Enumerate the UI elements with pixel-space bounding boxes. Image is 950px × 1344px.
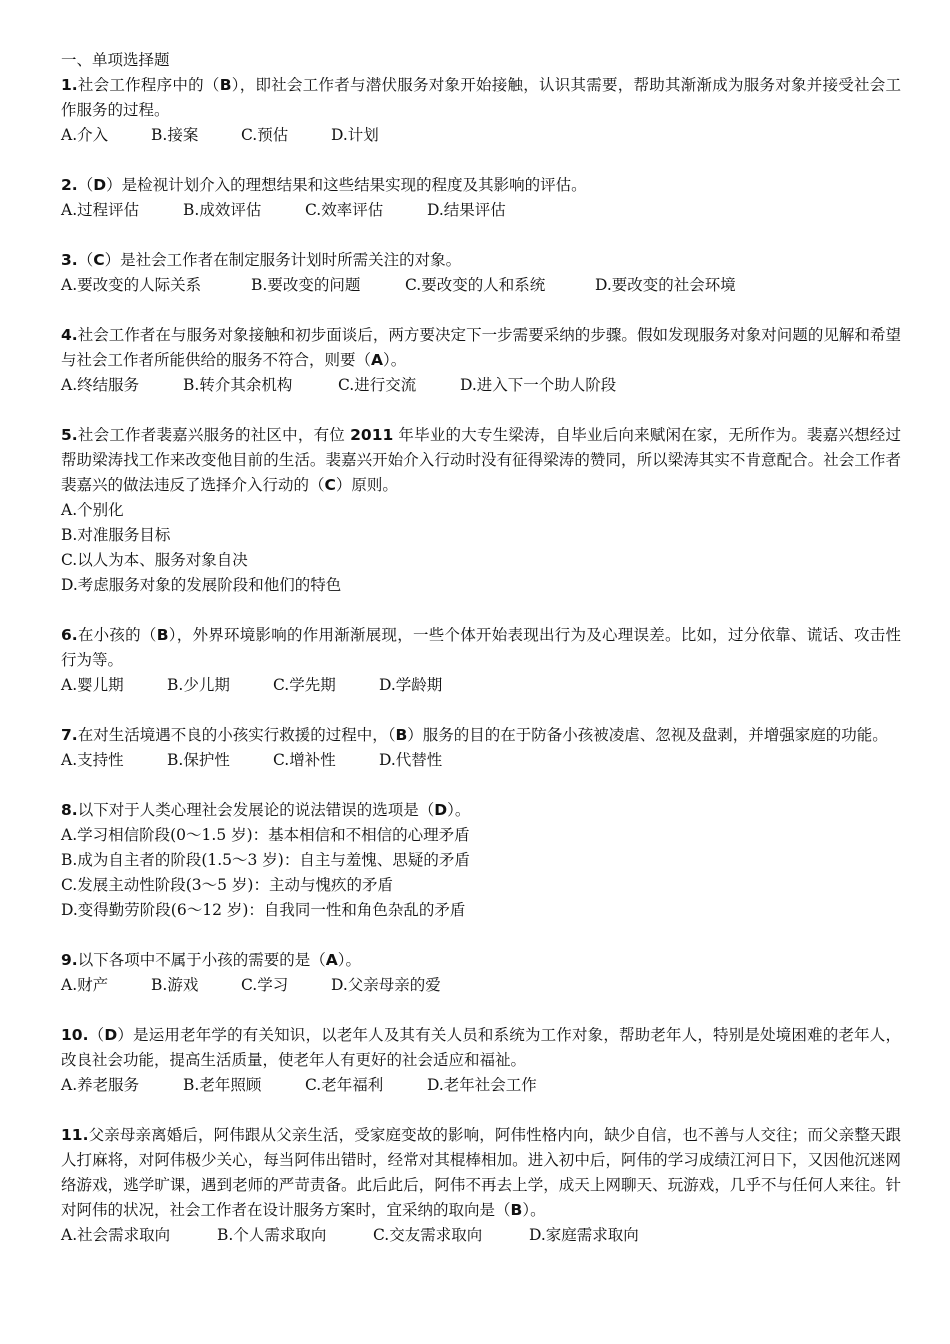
question-number: 10.: [61, 1026, 89, 1044]
option-a: A.终结服务: [61, 376, 140, 394]
answer-letter: B: [510, 1201, 523, 1219]
question-8: [61, 798, 901, 923]
question-5: [61, 423, 901, 598]
question-number: 1.: [61, 76, 78, 94]
option-d: D.结果评估: [427, 201, 506, 219]
option-a: A.财产: [61, 976, 109, 994]
option-b: B.老年照顾: [183, 1076, 262, 1094]
question-number: 4.: [61, 326, 78, 344]
question-stem: 2.（D）是检视计划介入的理想结果和这些结果实现的程度及其影响的评估。: [61, 176, 587, 194]
question-number: 2.: [61, 176, 78, 194]
option-d: D.家庭需求取向: [529, 1226, 639, 1244]
option-a: A.介入: [61, 126, 109, 144]
question-number: 11.: [61, 1126, 89, 1144]
option-d: D.计划: [331, 126, 379, 144]
option-c: C.老年福利: [305, 1076, 384, 1094]
answer-letter: D: [104, 1026, 118, 1044]
option-c: C.进行交流: [338, 376, 417, 394]
option-c: C.学先期: [273, 676, 336, 694]
question-stem: 4.社会工作者在与服务对象接触和初步面谈后，两方要决定下一步需要采纳的步骤。假如发现服务对象对问题的见解和希望与社会工作者所能供给的服务不符合，则要（A）。: [61, 326, 901, 369]
answer-letter: B: [395, 726, 408, 744]
option-b: B.成为自主者的阶段(1.5～3 岁)：自主与羞愧、思疑的矛盾: [61, 851, 470, 869]
question-9: [61, 948, 901, 998]
question-stem: 3.（C）是社会工作者在制定服务计划时所需关注的对象。: [61, 251, 462, 269]
answer-letter: C: [324, 476, 336, 494]
option-d: D.学龄期: [379, 676, 443, 694]
question-11: [61, 1123, 901, 1248]
question-number: 6.: [61, 626, 78, 644]
option-a: A.个别化: [61, 501, 124, 519]
option-d: D.进入下一个助人阶段: [460, 376, 617, 394]
option-d: D.要改变的社会环境: [595, 276, 736, 294]
question-1: [61, 73, 901, 148]
question-3: [61, 248, 901, 298]
question-number: 3.: [61, 251, 78, 269]
question-number: 8.: [61, 801, 78, 819]
answer-letter: D: [93, 176, 107, 194]
year-value: 2011: [350, 426, 394, 444]
option-d: D.父亲母亲的爱: [331, 976, 441, 994]
question-2: [61, 173, 901, 223]
question-stem: 7.在对生活境遇不良的小孩实行救援的过程中，（B）服务的目的在于防备小孩被凌虐、忽视及盘剥，并增强家庭的功能。: [61, 726, 888, 744]
answer-letter: C: [93, 251, 105, 269]
option-b: B.少儿期: [167, 676, 230, 694]
question-number: 7.: [61, 726, 78, 744]
answer-letter: A: [371, 351, 384, 369]
question-number: 9.: [61, 951, 78, 969]
option-a: A.养老服务: [61, 1076, 140, 1094]
question-4: [61, 323, 901, 398]
option-c: C.要改变的人和系统: [405, 276, 546, 294]
option-c: C.学习: [241, 976, 289, 994]
question-7: [61, 723, 901, 773]
option-b: B.保护性: [167, 751, 230, 769]
option-c: C.交友需求取向: [373, 1226, 483, 1244]
option-d: D.代替性: [379, 751, 443, 769]
option-c: C.效率评估: [305, 201, 384, 219]
document-page: [61, 48, 901, 1248]
question-6: [61, 623, 901, 698]
answer-letter: A: [325, 951, 338, 969]
options-row: [61, 1223, 901, 1248]
answer-letter: B: [156, 626, 169, 644]
option-a: A.婴儿期: [61, 676, 124, 694]
question-number: 5.: [61, 426, 78, 444]
options-row: [61, 973, 901, 998]
option-a: A.社会需求取向: [61, 1226, 171, 1244]
question-stem: 5.社会工作者裴嘉兴服务的社区中，有位 2011 年毕业的大专生梁涛，自毕业后向来赋闲在家，无所作为。裴嘉兴想经过帮助梁涛找工作来改变他目前的生活。裴嘉兴开始介入行动时没有征得梁涛的赞同，所以梁涛其实不肯意配合。社会工作者裴嘉兴的做法违反了选择介入行动的（C）原则。: [61, 426, 901, 494]
option-d: D.老年社会工作: [427, 1076, 537, 1094]
option-b: B.转介其余机构: [183, 376, 293, 394]
option-b: B.游戏: [151, 976, 199, 994]
option-a: A.支持性: [61, 751, 124, 769]
option-a: A.过程评估: [61, 201, 140, 219]
question-stem: 9.以下各项中不属于小孩的需要的是（A）。: [61, 951, 361, 969]
options-row: [61, 673, 901, 698]
option-a: A.要改变的人际关系: [61, 276, 202, 294]
option-b: B.对准服务目标: [61, 526, 171, 544]
option-d: D.变得勤劳阶段(6～12 岁)：自我同一性和角色杂乱的矛盾: [61, 901, 466, 919]
question-stem: 6.在小孩的（B），外界环境影响的作用渐渐展现，一些个体开始表现出行为及心理误差。比如，过分依靠、谎话、攻击性行为等。: [61, 626, 901, 669]
question-stem: 11.父亲母亲离婚后，阿伟跟从父亲生活，受家庭变故的影响，阿伟性格内向，缺少自信，也不善与人交往；而父亲整天跟人打麻将，对阿伟极少关心，每当阿伟出错时，经常对其棍棒相加。进入初中后，阿伟的学习成绩江河日下，又因他沉迷网络游戏，逃学旷课，遇到老师的严苛责备。此后此后，阿伟不再去上学，成天上网聊天、玩游戏，几乎不与任何人来往。针对阿伟的状况，社会工作者在设计服务方案时，宜采纳的取向是（B）。: [61, 1126, 901, 1219]
option-c: C.发展主动性阶段(3～5 岁)：主动与愧疚的矛盾: [61, 876, 393, 894]
question-stem: 8.以下对于人类心理社会发展论的说法错误的选项是（D）。: [61, 801, 471, 819]
options-row: [61, 748, 901, 773]
question-10: [61, 1023, 901, 1098]
answer-letter: D: [434, 801, 448, 819]
options-row: [61, 198, 901, 223]
section-title: 一、单项选择题: [61, 51, 170, 69]
option-b: B.成效评估: [183, 201, 262, 219]
option-c: C.增补性: [273, 751, 336, 769]
options-row: [61, 123, 901, 148]
option-b: B.个人需求取向: [217, 1226, 327, 1244]
option-d: D.考虑服务对象的发展阶段和他们的特色: [61, 576, 342, 594]
question-stem: 1.社会工作程序中的（B），即社会工作者与潜伏服务对象开始接触，认识其需要，帮助其渐渐成为服务对象并接受社会工作服务的过程。: [61, 76, 901, 119]
options-row: [61, 1073, 901, 1098]
options-row: [61, 373, 901, 398]
answer-letter: B: [219, 76, 232, 94]
option-b: B.要改变的问题: [251, 276, 361, 294]
option-a: A.学习相信阶段(0～1.5 岁)：基本相信和不相信的心理矛盾: [61, 826, 470, 844]
options-row: [61, 273, 901, 298]
question-stem: 10.（D）是运用老年学的有关知识，以老年人及其有关人员和系统为工作对象，帮助老年人，特别是处境困难的老年人，改良社会功能，提高生活质量，使老年人有更好的社会适应和福祉。: [61, 1026, 901, 1069]
option-b: B.接案: [151, 126, 199, 144]
option-c: C.以人为本、服务对象自决: [61, 551, 248, 569]
option-c: C.预估: [241, 126, 289, 144]
